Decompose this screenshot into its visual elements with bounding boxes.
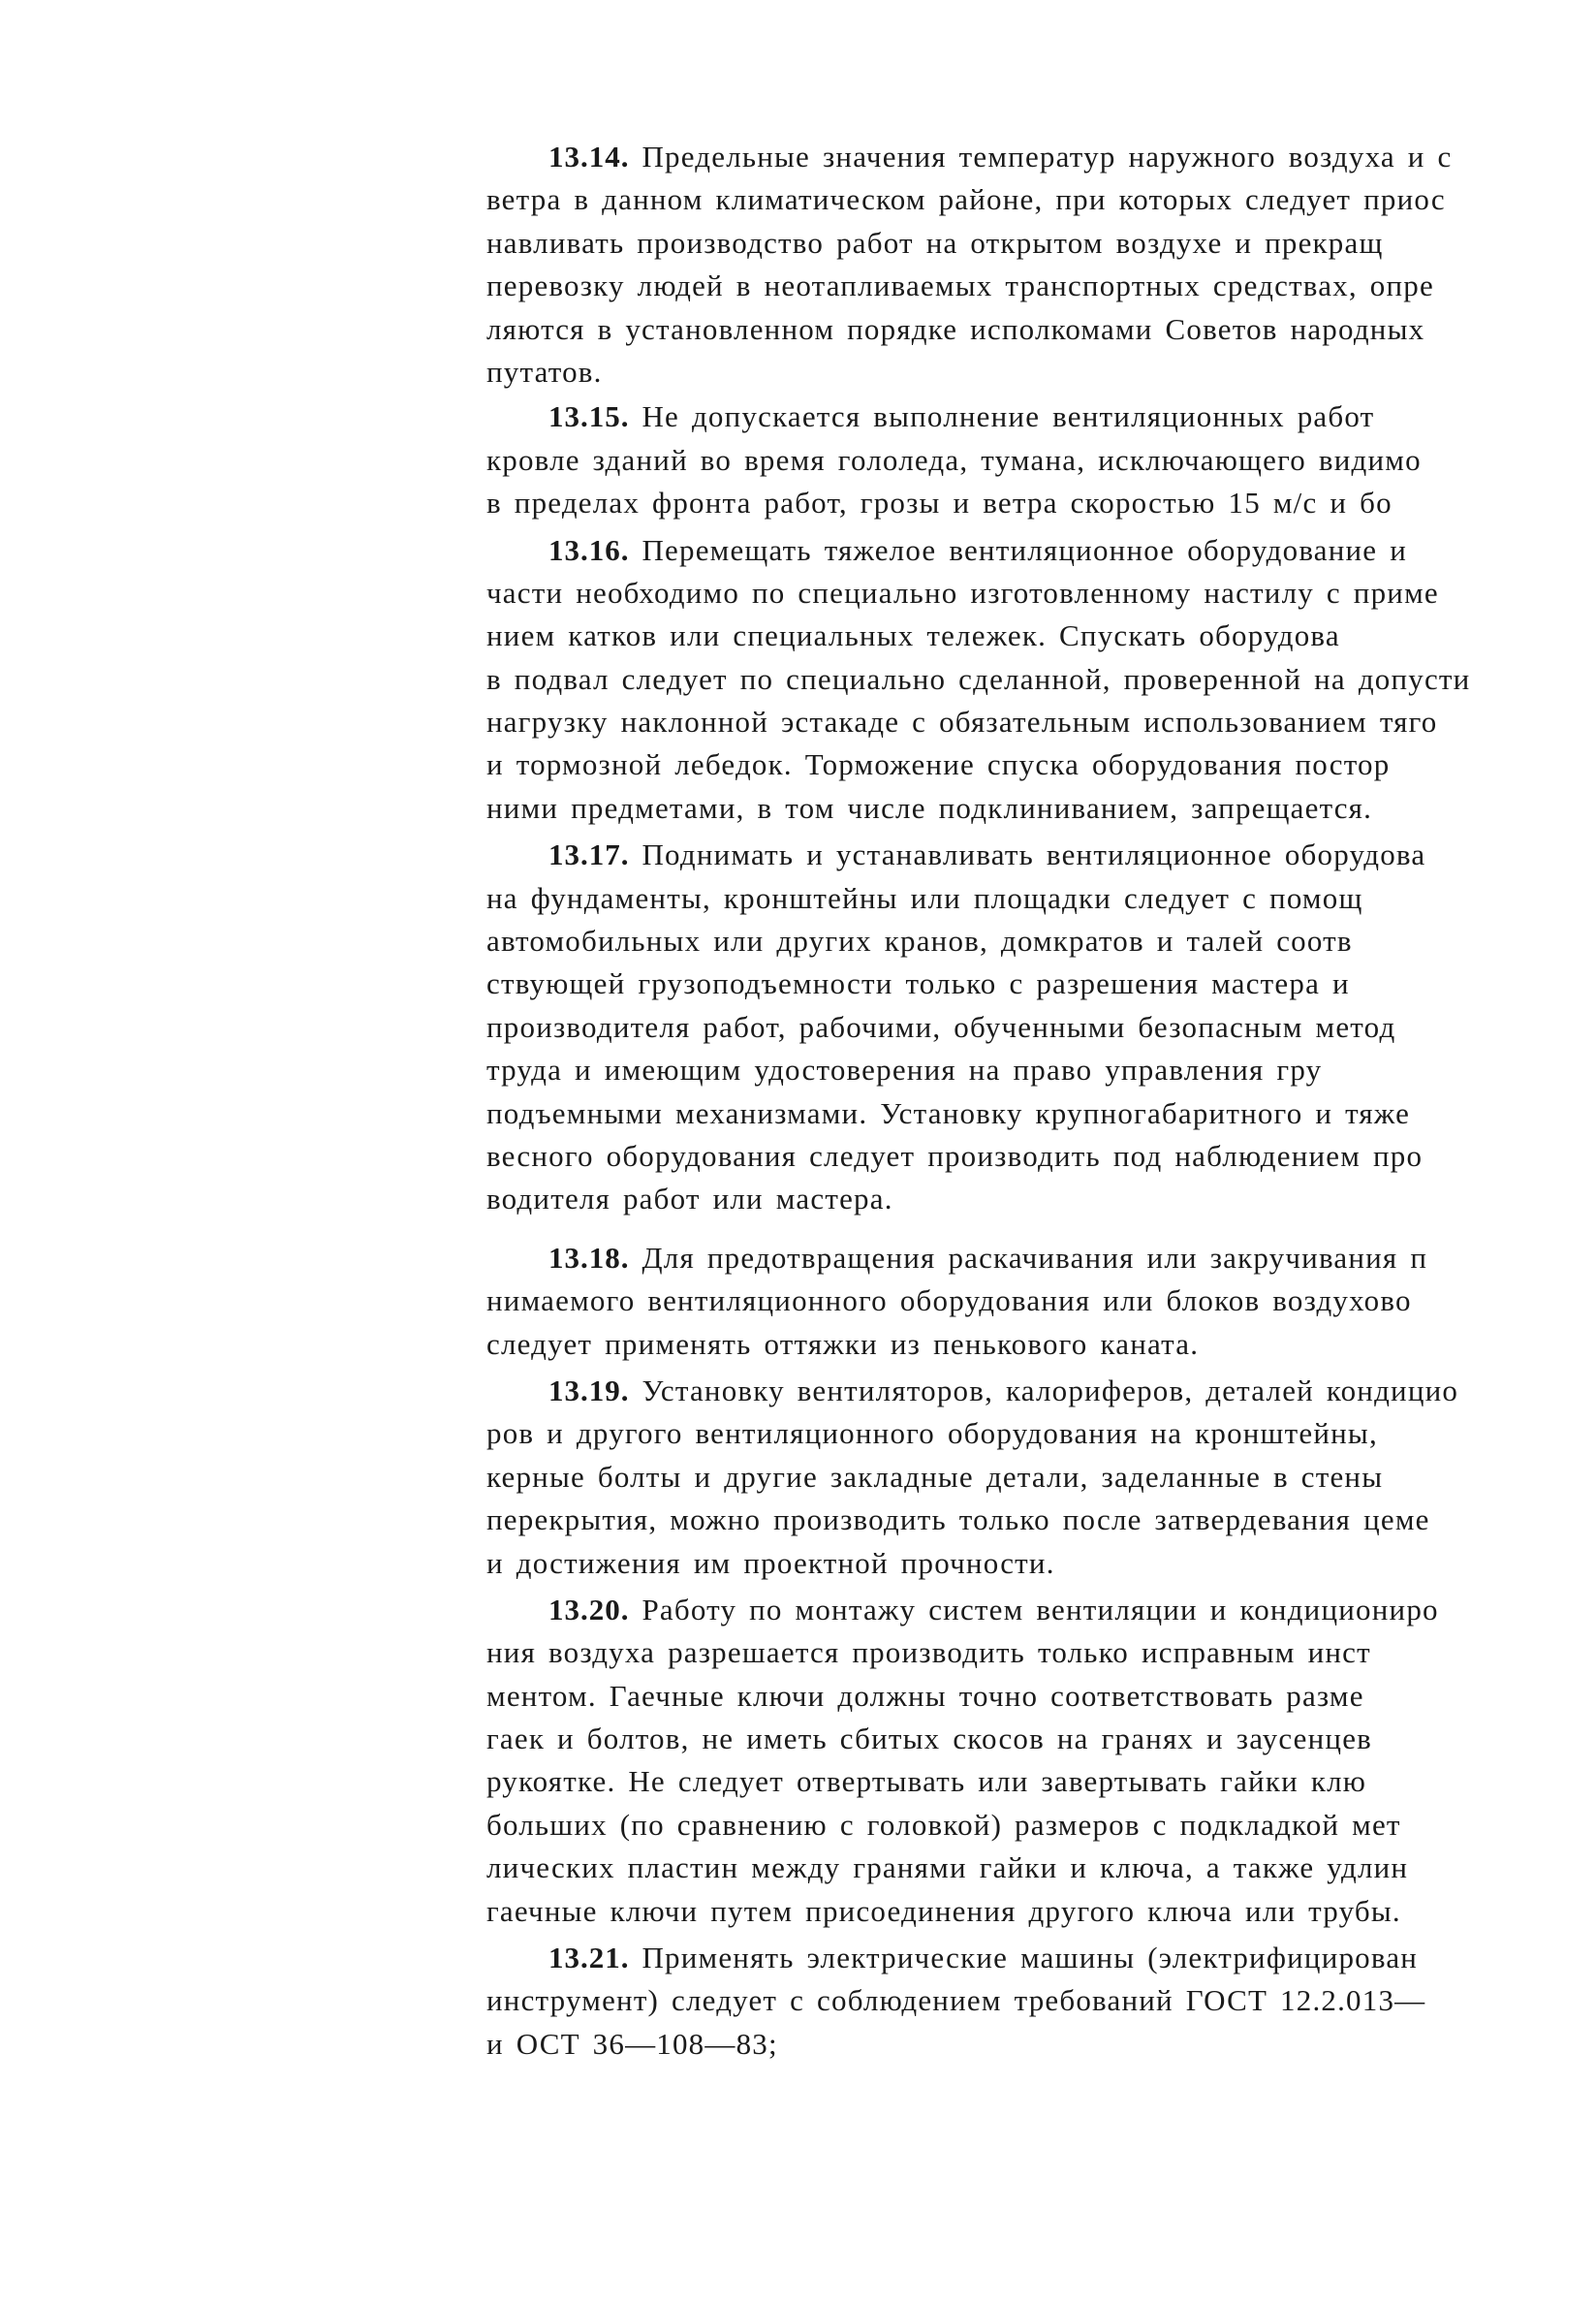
line-text: Перемещать тяжелое вентиляционное оборудование и bbox=[629, 532, 1407, 567]
text-line bbox=[486, 308, 1596, 351]
text-line bbox=[486, 572, 1596, 615]
text-line bbox=[486, 743, 1596, 786]
line-text: Предельные значения температур наружного воздуха и с bbox=[629, 140, 1453, 174]
line-text: инструмент) следует с соблюдением требований ГОСТ 12.2.013— bbox=[486, 1983, 1426, 2018]
text-line bbox=[486, 178, 1596, 221]
text-line bbox=[486, 834, 1596, 876]
line-text: Работу по монтажу систем вентиляции и кондициониро bbox=[629, 1592, 1439, 1626]
text-line bbox=[486, 658, 1596, 701]
paragraph-number: 13.19. bbox=[548, 1373, 630, 1407]
paragraph-number: 13.21. bbox=[548, 1941, 630, 1975]
paragraph-13-18 bbox=[486, 1237, 1596, 1366]
paragraph-number: 13.20. bbox=[548, 1592, 630, 1626]
line-text: следует применять оттяжки из пенькового каната. bbox=[486, 1326, 1200, 1361]
text-line bbox=[486, 136, 1596, 178]
line-text: ветра в данном климатическом районе, при которых следует приос bbox=[486, 182, 1446, 217]
text-line bbox=[486, 963, 1596, 1005]
line-text: навливать производство работ на открытом воздухе и прекращ bbox=[486, 225, 1384, 260]
paragraph-13-19 bbox=[486, 1370, 1596, 1585]
line-text: ляются в установленном порядке исполкомами Советов народных bbox=[486, 311, 1425, 346]
line-text: труда и имеющим удостоверения на право управления гру bbox=[486, 1053, 1323, 1088]
line-text: гаечные ключи путем присоединения другого ключа или трубы. bbox=[486, 1893, 1401, 1928]
paragraph-13-16 bbox=[486, 529, 1596, 831]
line-text: в пределах фронта работ, грозы и ветра скоростью 15 м/с и бо bbox=[486, 486, 1393, 521]
paragraph-13-14 bbox=[486, 136, 1596, 394]
text-line bbox=[486, 2023, 1596, 2066]
text-line bbox=[486, 529, 1596, 572]
line-text: ментом. Гаечные ключи должны точно соответствовать разме bbox=[486, 1678, 1364, 1713]
line-text: Установку вентиляторов, калориферов, деталей кондицио bbox=[629, 1373, 1459, 1407]
text-line bbox=[486, 1178, 1596, 1220]
line-text: нием катков или специальных тележек. Спускать оборудова bbox=[486, 618, 1340, 653]
text-line bbox=[486, 1370, 1596, 1412]
text-line bbox=[486, 1847, 1596, 1889]
paragraph-number: 13.15. bbox=[548, 399, 630, 434]
text-line bbox=[486, 615, 1596, 657]
text-line bbox=[486, 482, 1596, 524]
line-text: Поднимать и устанавливать вентиляционное оборудова bbox=[629, 837, 1426, 872]
line-text: подъемными механизмами. Установку крупногабаритного и тяже bbox=[486, 1095, 1411, 1130]
text-line bbox=[486, 1804, 1596, 1847]
text-line bbox=[486, 920, 1596, 963]
text-line bbox=[486, 787, 1596, 830]
line-text: Применять электрические машины (электрифицирован bbox=[629, 1941, 1419, 1975]
paragraph-13-15 bbox=[486, 395, 1596, 524]
line-text: ров и другого вентиляционного оборудования на кронштейны, bbox=[486, 1416, 1378, 1451]
text-line bbox=[486, 1718, 1596, 1760]
line-text: рукоятке. Не следует отвертывать или завертывать гайки клю bbox=[486, 1764, 1367, 1799]
text-line bbox=[486, 1049, 1596, 1091]
line-text: лических пластин между гранями гайки и ключа, а также удлин bbox=[486, 1850, 1409, 1885]
text-line bbox=[486, 1589, 1596, 1631]
line-text: ними предметами, в том числе подклиниванием, запрещается. bbox=[486, 790, 1373, 825]
text-line bbox=[486, 222, 1596, 265]
line-text: нагрузку наклонной эстакаде с обязательным использованием тяго bbox=[486, 705, 1438, 740]
text-line bbox=[486, 1412, 1596, 1455]
text-line bbox=[486, 395, 1596, 438]
text-line bbox=[486, 1979, 1596, 2022]
line-text: весного оборудования следует производить под наблюдением про bbox=[486, 1138, 1424, 1173]
line-text: производителя работ, рабочими, обученными безопасным метод bbox=[486, 1009, 1396, 1044]
paragraph-13-20 bbox=[486, 1589, 1596, 1933]
text-line bbox=[486, 1006, 1596, 1049]
text-line bbox=[486, 1760, 1596, 1803]
paragraph-13-17 bbox=[486, 834, 1596, 1221]
line-text: Для предотвращения раскачивания или закручивания п bbox=[629, 1240, 1428, 1275]
text-line bbox=[486, 1237, 1596, 1279]
paragraph-number: 13.16. bbox=[548, 532, 630, 567]
line-text: и достижения им проектной прочности. bbox=[486, 1545, 1055, 1580]
text-line bbox=[486, 265, 1596, 307]
line-text: Не допускается выполнение вентиляционных работ bbox=[629, 399, 1375, 434]
paragraph-13-21 bbox=[486, 1937, 1596, 2066]
line-text: на фундаменты, кронштейны или площадки следует с помощ bbox=[486, 880, 1363, 915]
text-line bbox=[486, 1323, 1596, 1366]
paragraph-number: 13.18. bbox=[548, 1240, 630, 1275]
text-line bbox=[486, 1279, 1596, 1322]
paragraph-number: 13.17. bbox=[548, 837, 630, 872]
line-text: и тормозной лебедок. Торможение спуска оборудования постор bbox=[486, 747, 1391, 782]
text-line bbox=[486, 1499, 1596, 1541]
line-text: кровле зданий во время гололеда, тумана, исключающего видимо bbox=[486, 442, 1422, 477]
text-line bbox=[486, 351, 1596, 394]
text-line bbox=[486, 1631, 1596, 1674]
line-text: гаек и болтов, не иметь сбитых скосов на гранях и заусенцев bbox=[486, 1721, 1372, 1756]
line-text: части необходимо по специально изготовленному настилу с приме bbox=[486, 575, 1439, 610]
text-line bbox=[486, 1092, 1596, 1135]
document-body-text bbox=[486, 136, 1596, 2066]
text-line bbox=[486, 1890, 1596, 1933]
line-text: в подвал следует по специально сделанной, проверенной на допусти bbox=[486, 661, 1471, 696]
line-text: перевозку людей в неотапливаемых транспортных средствах, опре bbox=[486, 268, 1434, 303]
paragraph-number: 13.14. bbox=[548, 140, 630, 174]
line-text: и ОСТ 36—108—83; bbox=[486, 2026, 778, 2061]
text-line bbox=[486, 1135, 1596, 1178]
text-line bbox=[486, 701, 1596, 743]
line-text: керные болты и другие закладные детали, заделанные в стены bbox=[486, 1459, 1384, 1494]
text-line bbox=[486, 877, 1596, 920]
line-text: перекрытия, можно производить только после затвердевания цеме bbox=[486, 1502, 1430, 1537]
text-line bbox=[486, 1937, 1596, 1979]
line-text: путатов. bbox=[486, 354, 603, 389]
line-text: ния воздуха разрешается производить только исправным инст bbox=[486, 1635, 1371, 1670]
line-text: водителя работ или мастера. bbox=[486, 1182, 893, 1216]
line-text: больших (по сравнению с головкой) размеров с подкладкой мет bbox=[486, 1807, 1401, 1842]
text-line bbox=[486, 1675, 1596, 1718]
line-text: ствующей грузоподъемности только с разрешения мастера и bbox=[486, 966, 1350, 1001]
line-text: нимаемого вентиляционного оборудования или блоков воздухово bbox=[486, 1283, 1412, 1318]
text-line bbox=[486, 1542, 1596, 1585]
text-line bbox=[486, 439, 1596, 482]
text-line bbox=[486, 1456, 1596, 1499]
line-text: автомобильных или других кранов, домкратов и талей соотв bbox=[486, 924, 1353, 959]
